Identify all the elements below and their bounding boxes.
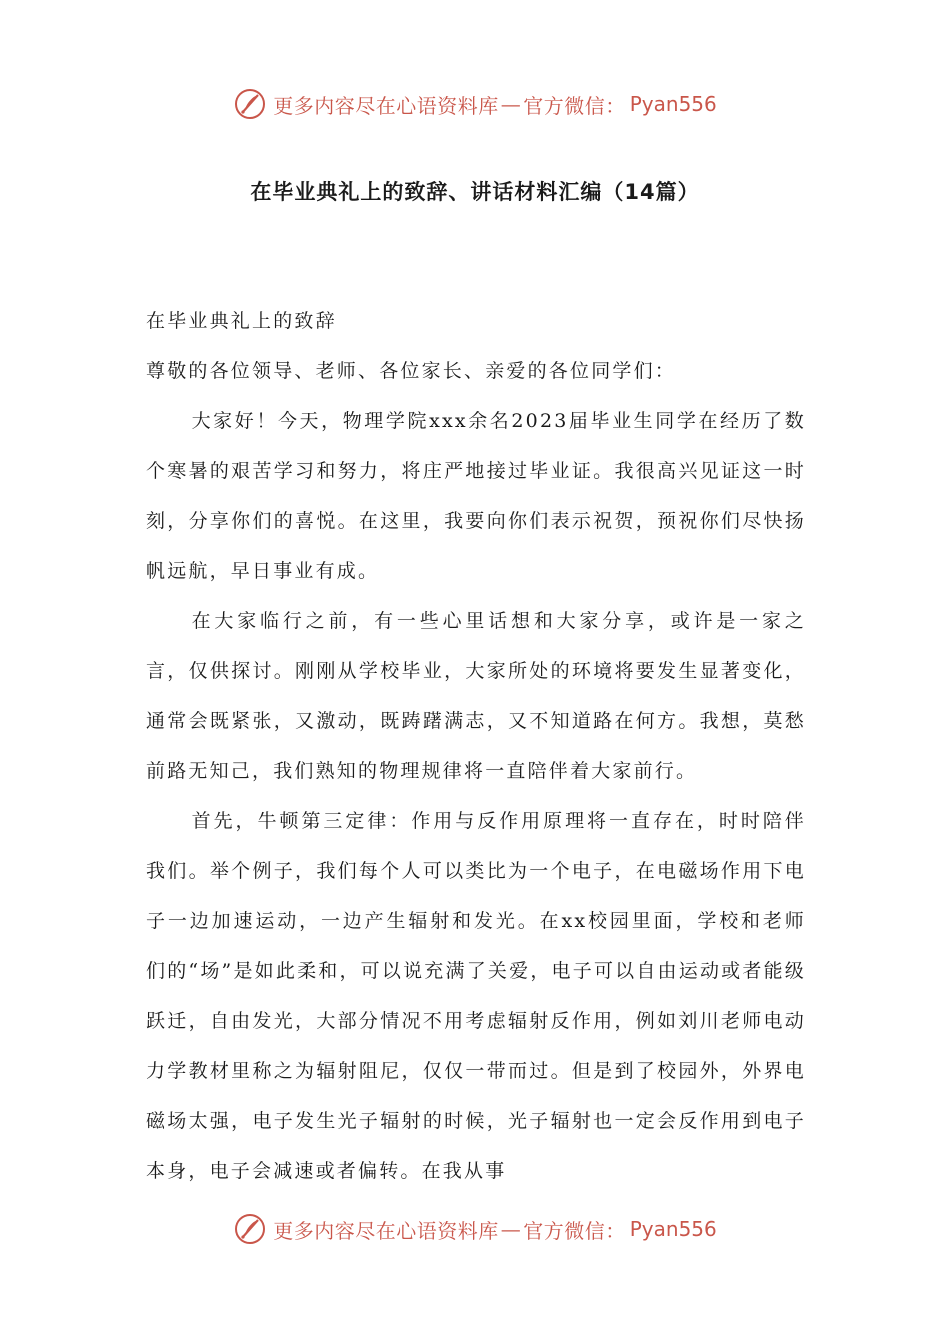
paragraph: 首先，牛顿第三定律：作用与反作用原理将一直存在，时时陪伴我们。举个例子，我们每个人可以类比为一个电子，在电磁场作用下电子一边加速运动，一边产生辐射和发光。在xx校园里面，学校和老师们的“场”是如此柔和，可以说充满了关爱，电子可以自由运动或者能级跃迁，自由发光，大部分情况不用考虑辐射反作用，例如刘川老师电动力学教材里称之为辐射阻尼，仅仅一带而过。但是到了校园外，外界电磁场太强，电子发生光子辐射的时候，光子辐射也一定会反作用到电子本身，电子会减速或者偏转。在我从事 bbox=[146, 810, 806, 1182]
watermark-label: 官方微信： bbox=[523, 1218, 626, 1243]
watermark-text: 更多内容尽在心语资料库 bbox=[273, 93, 499, 118]
paragraph: 大家好！今天，物理学院xxx余名2023届毕业生同学在经历了数个寒暑的艰苦学习和努力，将庄严地接过毕业证。我很高兴见证这一时刻，分享你们的喜悦。在这里，我要向你们表示祝贺，预祝你们尽快扬帆远航，早日事业有成。 bbox=[146, 410, 806, 582]
watermark-separator: — bbox=[500, 92, 522, 116]
paragraph: 在大家临行之前，有一些心里话想和大家分享，或许是一家之言，仅供探讨。刚刚从学校毕业，大家所处的环境将要发生显著变化，通常会既紧张，又激动，既踌躇满志，又不知道路在何方。我想，莫愁前路无知己，我们熟知的物理规律将一直陪伴着大家前行。 bbox=[146, 610, 806, 782]
watermark-text: 更多内容尽在心语资料库 bbox=[273, 1218, 499, 1243]
footer-watermark bbox=[0, 1207, 950, 1251]
document-title: 在毕业典礼上的致辞、讲话材料汇编（14篇） bbox=[250, 180, 700, 204]
watermark-label: 官方微信： bbox=[523, 93, 626, 118]
section-heading: 在毕业典礼上的致辞 bbox=[146, 310, 337, 332]
watermark-separator: — bbox=[500, 1217, 522, 1241]
header-watermark bbox=[0, 82, 950, 126]
quill-logo-icon bbox=[233, 1212, 267, 1246]
salutation: 尊敬的各位领导、老师、各位家长、亲爱的各位同学们： bbox=[146, 360, 677, 382]
quill-logo-icon bbox=[233, 87, 267, 121]
document-body bbox=[146, 296, 806, 1196]
watermark-account: Pyan556 bbox=[629, 92, 717, 116]
watermark-account: Pyan556 bbox=[629, 1217, 717, 1241]
